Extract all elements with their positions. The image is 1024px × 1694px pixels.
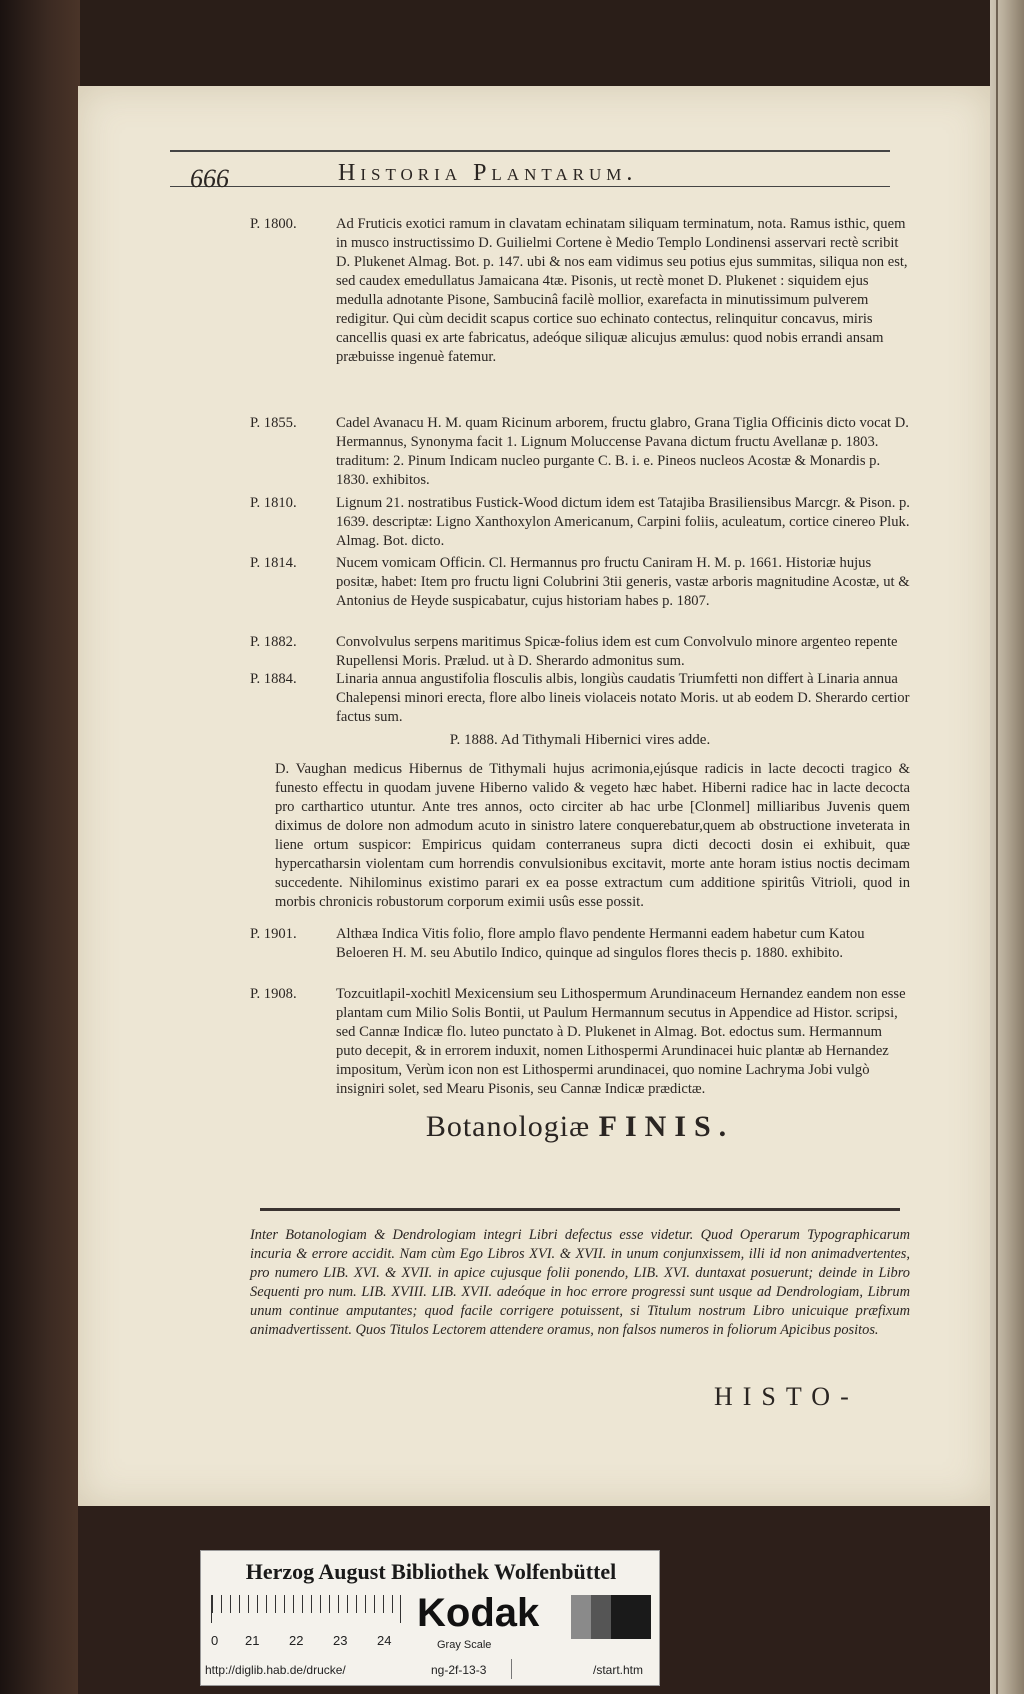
entry-text: Nucem vomicam Officin. Cl. Hermannus pro fructu Caniram H. M. p. 1661. Historiæ hujus positæ, habet: Item pro fructu ligni Colubrini 3tii generis, vastæ arboris magnitudine Acostæ, ut & Antonius de Heyde suspicabatur, cujus historiam habes p. 1807.	[336, 555, 910, 609]
entry-ref: P. 1884.	[250, 671, 297, 687]
entry	[250, 414, 910, 490]
entry-ref: P. 1882.	[250, 634, 297, 650]
finis-word: Botanologiæ	[425, 1110, 591, 1143]
finis-line	[250, 1110, 910, 1144]
gray-swatches	[571, 1595, 651, 1639]
entry	[250, 925, 910, 963]
entry	[250, 494, 910, 551]
header-rule	[170, 150, 890, 152]
entry-text: Lignum 21. nostratibus Fustick-Wood dictum idem est Tatajiba Brasiliensibus Marcgr. & Pison. p. 1639. descriptæ: Ligno Xanthoxylon Americanum, Carpini foliis, aculeatum, cortice cinereo Pluk. Almag. Bot. dicto.	[336, 495, 910, 549]
ruler-label: 21	[245, 1633, 260, 1648]
entry-text: Cadel Avanacu H. M. quam Ricinum arborem, fructu glabro, Grana Tiglia Officinis dicto vocat D. Hermannus, Synonyma facit 1. Lignum Moluccense Pavana dictum fructu Avellanæ p. 1803. traditum: 2. Pinum Indicam nucleo purgante C. B. i. e. Pineos nucleos Acostæ & Monardis p. 1830. exhibitos.	[336, 415, 909, 488]
ruler-label: 23	[333, 1633, 348, 1648]
section-rule	[260, 1208, 900, 1211]
book-binding-left	[0, 0, 80, 1694]
gray-swatch	[571, 1595, 591, 1639]
page-number: 666	[190, 164, 229, 193]
running-head: Historia Plantarum.	[338, 160, 638, 186]
entry-text: Tozcuitlapil-xochitl Mexicensium seu Lithospermum Arundinaceum Hernandez eandem non esse plantam cum Milio Solis Bontii, ut Paulum Hermannum secutus in Appendice ad Histor. scripsi, sed Cannæ Indicæ flo. luteo punctato à D. Plukenet in Almag. Bot. edoctus sum. Hermannum puto decepit, & in errorem induxit, nomen Lithospermi Arundinacei huic plantæ ab Hernandez impositum, Verùm icon non est Lithospermi arundinacei, quo nomine Lachryma Jobi vulgò insigniri solet, sed Mearu Pisonis, seu Cannæ Indicæ prædictæ.	[336, 986, 906, 1097]
gray-scale-label: Gray Scale	[437, 1639, 492, 1651]
entry-ref: P. 1810.	[250, 495, 297, 511]
entry-ref: P. 1814.	[250, 555, 297, 571]
entry-text: Convolvulus serpens maritimus Spicæ-folius idem est cum Convolvulo minore argenteo repente Rupellensi Moris. Prælud. ut à D. Sherardo admonitus sum.	[336, 634, 898, 669]
finis-big: FINIS.	[598, 1110, 735, 1143]
kodak-logo: Kodak	[417, 1591, 540, 1635]
ruler-label: 24	[377, 1633, 392, 1648]
entry-ref: P. 1901.	[250, 926, 297, 942]
section-heading: P. 1888. Ad Tithymali Hibernici vires adde.	[449, 732, 711, 748]
start-path: /start.htm	[593, 1663, 644, 1677]
ruler-label: 22	[289, 1633, 304, 1648]
library-color-card	[200, 1550, 660, 1686]
ruler-labels	[211, 1633, 411, 1649]
entry-text: Linaria annua angustifolia flosculis albis, longiùs caudatis Triumfetti non differt à Linaria annua Chalepensi minori erecta, flore albo lineis violaceis notato Moris. ut ab eodem D. Sherardo certior factus sum.	[336, 671, 910, 725]
library-name: Herzog August Bibliothek Wolfenbüttel	[245, 1559, 617, 1584]
entry	[250, 633, 910, 671]
entry-ref: P. 1908.	[250, 986, 297, 1002]
ruler-label: 0	[211, 1633, 219, 1648]
entry-text: Althæa Indica Vitis folio, flore amplo flavo pendente Hermanni eadem habetur cum Katou Beloeren H. M. seu Abutilo Indico, quinque ad singulos flores thecis p. 1880. exhibito.	[336, 926, 865, 961]
scale-ruler	[211, 1595, 401, 1623]
url-text: http://diglib.hab.de/drucke/	[205, 1663, 346, 1677]
entry-text: Ad Fruticis exotici ramum in clavatam echinatam siliquam terminatum, nota. Ramus isthic, quem in musco instructissimo D. Guilielmi Cortene è Medio Templo Londinensi asservari rectè scribit D. Plukenet Almag. Bot. p. 147. ubi & nos eam vidimus seu potius ejus summitas, siliqua non est, sed caudex emedullatus Jamaicana 4tæ. Pisonis, ut rectè monet D. Plukenet : siquidem ejus medulla adnotante Pisone, Sambucinâ facilè mollior, exarefacta in minutissimum pulverem redigitur. Qui cùm decidit scapus cortice suo echinato contectus, relinquitur concavus, miris cancellis quasi ex arte fabricatus, adeóque siliquæ alicujus æmulus: quod nobis errandi ansam præbuisse ingenuè fatemur.	[336, 216, 908, 365]
catchword: HISTO-	[714, 1382, 859, 1411]
entry	[250, 985, 910, 1099]
entry	[250, 670, 910, 727]
shelfmark: ng-2f-13-3	[431, 1663, 487, 1677]
gray-swatch	[591, 1595, 611, 1639]
entry	[250, 215, 910, 367]
book-edge-right	[990, 0, 1024, 1694]
vaughan-paragraph: D. Vaughan medicus Hibernus de Tithymali hujus acrimonia,ejúsque radicis in lacte decocti tragico & funesto effectu in quodam juvene Hiberno valido & vegeto hæc habet. Hiberni radice hac in lacte decocta pro carthartico utuntur. Ante tres annos, octo circiter ab hac urbe [Clonmel] milliaribus Juvenis quem diximus de dolore non admodum acuto in sinistro latere conquerebatur,quem ab obstructione inveterata in liene ortum suspicor: Empiricus quidam conterraneus supra dicti decocti dosin ei exhibuit, quæ hypercatharsin violentam cum horrendis convulsionibus excitavit, morte ante horam istius noctis decimam succedente. Nihilominus existimo parari ex ea posse extractum cum additione spiritûs Vitrioli, quod in morbis chronicis robustorum corporum eximii usûs esse possit.	[275, 761, 910, 910]
gray-swatch	[631, 1595, 651, 1639]
entry-ref: P. 1800.	[250, 216, 297, 232]
gray-swatch	[611, 1595, 631, 1639]
closing-note: Inter Botanologiam & Dendrologiam integri Libri defectus esse videtur. Quod Operarum Typographicarum incuria & errore accidit. Nam cùm Ego Libros XVI. & XVII. in unum conjunxissem, illi id non animadvertentes, pro numero LIB. XVI. & XVII. in apice cujusque folii ponendo, LIB. XVI. duntaxat posuerunt; deinde in Libro Sequenti pro num. LIB. XVIII. LIB. XVII. adeóque in hoc errore progressi sunt usque ad Dendrologiam, Librum unum continue amputantes; quod facile corrigere potuissent, si Titulum nostrum Libro unicuique præfixum animadvertissent. Quos Titulos Lectorem attendere oramus, non falsos numeros in foliorum Apicibus positos.	[250, 1227, 910, 1338]
entry-ref: P. 1855.	[250, 415, 297, 431]
card-footer	[201, 1663, 661, 1683]
entry	[250, 554, 910, 611]
